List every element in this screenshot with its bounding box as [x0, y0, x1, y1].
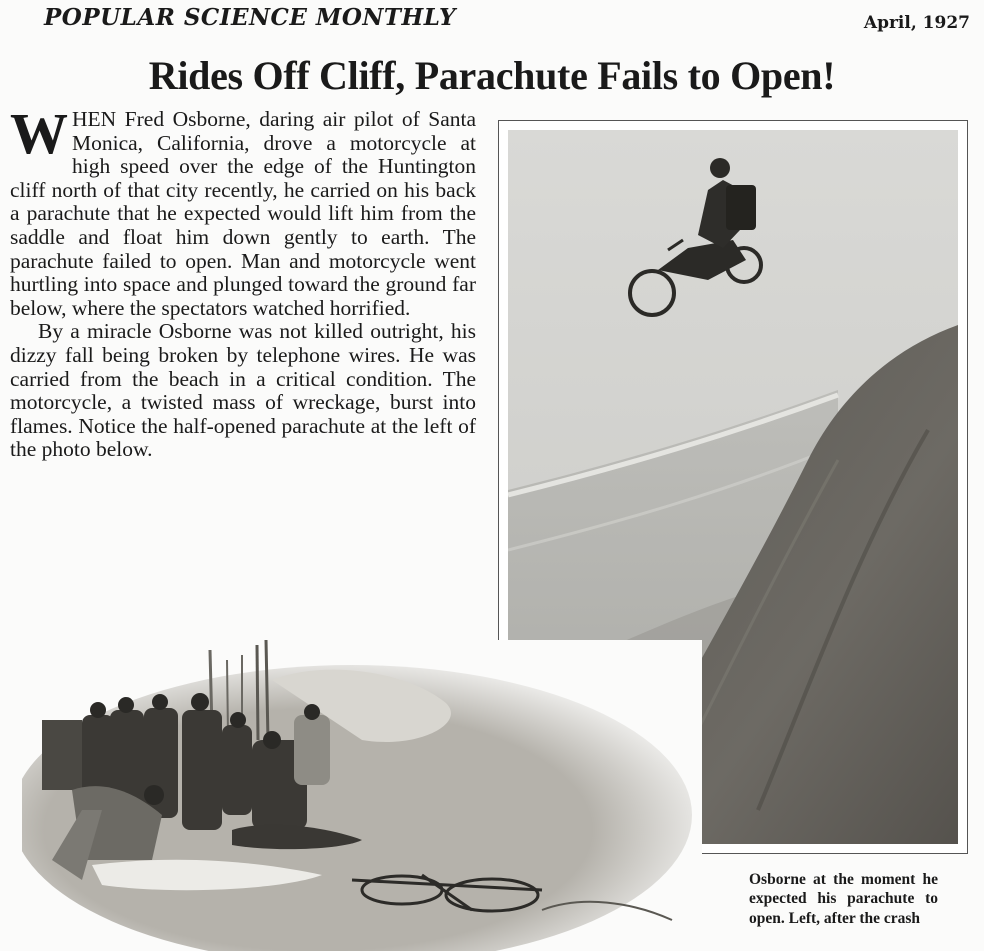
- issue-date: April, 1927: [863, 13, 970, 33]
- article-headline: Rides Off Cliff, Parachute Fails to Open!: [148, 53, 836, 98]
- article-paragraph-1: [10, 101, 476, 320]
- page-header: [0, 0, 984, 40]
- drop-cap: W: [10, 101, 68, 166]
- crash-scene-photo: [22, 640, 702, 951]
- article-paragraph-2: By a miracle Osborne was not killed outright, his dizzy fall being broken by telephone wires. He was carried from the beach in a critical condition. The motorcycle, a twisted mass of wreckage, burst into flames. Notice the half-opened parachute at the left of the photo below.: [10, 319, 476, 462]
- paragraph-1-text: HEN Fred Osborne, daring air pilot of Santa Monica, California, drove a motorcycle at high speed over the edge of the Huntington cliff north of that city recently, he carried on his back a parachute that he expected would lift him from the saddle and float him down gently to earth. The parachute failed to open. Man and motorcycle went hurtling into space and plunged toward the ground far below, where the spectators watched horrified.: [10, 107, 476, 320]
- photo-caption: Osborne at the moment he expected his parachute to open. Left, after the crash: [749, 871, 938, 927]
- magazine-title: POPULAR SCIENCE MONTHLY: [44, 4, 456, 31]
- article-body: [10, 101, 476, 462]
